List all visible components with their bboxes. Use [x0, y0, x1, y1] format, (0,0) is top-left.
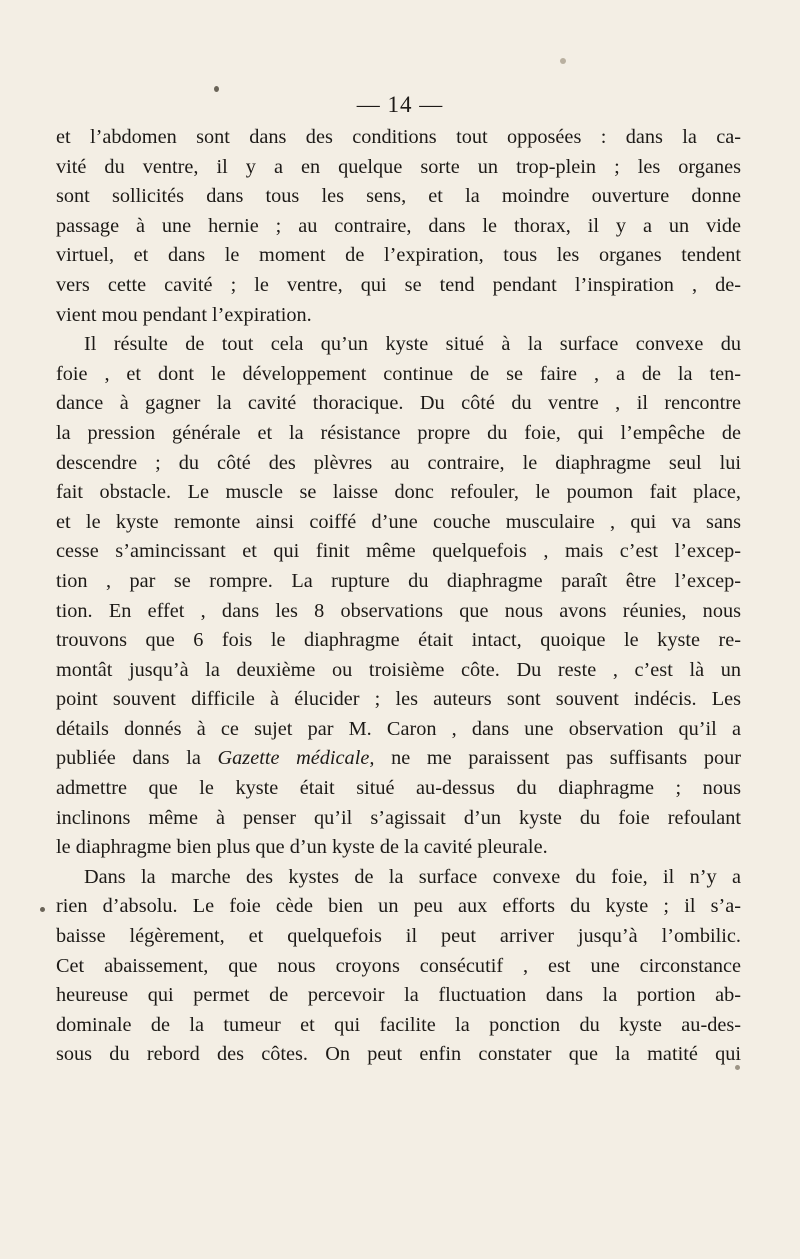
text-line: Dans la marche des kystes de la surface convexe du foie, il n’y a	[84, 865, 741, 888]
text-fragment: publiée dans la	[56, 747, 218, 770]
text-line: et le kyste remonte ainsi coiffé d’une couche musculaire , qui va sans	[56, 510, 741, 533]
text-line: la pression générale et la résistance propre du foie, qui l’empêche de	[56, 421, 741, 444]
paragraph-1	[56, 123, 741, 330]
paragraph-2	[56, 330, 741, 863]
text-line: inclinons même à penser qu’il s’agissait d’un kyste du foie refoulant	[56, 806, 741, 829]
text-line: tion , par se rompre. La rupture du diaphragme paraît être l’excep-	[56, 569, 741, 592]
text-line: fait obstacle. Le muscle se laisse donc refouler, le poumon fait place,	[56, 481, 741, 504]
text-line: cesse s’amincissant et qui finit même quelquefois , mais c’est l’excep-	[56, 540, 741, 563]
text-line: Cet abaissement, que nous croyons consécutif , est une circonstance	[56, 954, 741, 977]
text-line-with-citation	[56, 744, 741, 774]
ink-speck	[214, 86, 219, 92]
ink-speck	[40, 907, 45, 912]
ink-speck	[560, 58, 566, 64]
text-line: point souvent difficile à élucider ; les auteurs sont souvent indécis. Les	[56, 688, 741, 711]
text-line: virtuel, et dans le moment de l’expiration, tous les organes tendent	[56, 244, 741, 267]
text-line: tion. En effet , dans les 8 observations que nous avons réunies, nous	[56, 599, 741, 622]
journal-title: Gazette médicale,	[217, 747, 375, 770]
text-line: sont sollicités dans tous les sens, et la moindre ouverture donne	[56, 185, 741, 208]
paragraph-3	[56, 863, 741, 1070]
text-fragment: ne me paraissent pas suffisants pour	[374, 747, 742, 770]
page-number: — 14 —	[356, 92, 444, 117]
text-line: vers cette cavité ; le ventre, qui se tend pendant l’inspiration , de-	[56, 273, 741, 296]
text-line: et l’abdomen sont dans des conditions tout opposées : dans la ca-	[56, 126, 741, 148]
text-line: le diaphragme bien plus que d’un kyste de la cavité pleurale.	[56, 836, 548, 859]
text-line: heureuse qui permet de percevoir la fluctuation dans la portion ab-	[56, 984, 741, 1007]
text-line: Il résulte de tout cela qu’un kyste situé à la surface convexe du	[84, 333, 741, 356]
text-line: vité du ventre, il y a en quelque sorte un trop-plein ; les organes	[56, 155, 741, 178]
text-line: montât jusqu’à la deuxième ou troisième côte. Du reste , c’est là un	[56, 658, 741, 681]
ink-speck	[735, 1065, 740, 1070]
text-line: vient mou pendant l’expiration.	[56, 303, 312, 326]
text-line: détails donnés à ce sujet par M. Caron , dans une observation qu’il a	[56, 717, 741, 740]
text-line: rien d’absolu. Le foie cède bien un peu aux efforts du kyste ; il s’a-	[56, 895, 741, 918]
text-line: passage à une hernie ; au contraire, dans le thorax, il y a un vide	[56, 214, 741, 237]
text-line: foie , et dont le développement continue de se faire , a de la ten-	[56, 362, 741, 385]
text-line: descendre ; du côté des plèvres au contraire, le diaphragme seul lui	[56, 451, 741, 474]
text-line: trouvons que 6 fois le diaphragme était intact, quoique le kyste re-	[56, 629, 741, 652]
text-line: baisse légèrement, et quelquefois il peut arriver jusqu’à l’ombilic.	[56, 925, 741, 948]
text-line: dominale de la tumeur et qui facilite la ponction du kyste au-des-	[56, 1013, 741, 1036]
body-text	[56, 123, 741, 1070]
text-line: dance à gagner la cavité thoracique. Du côté du ventre , il rencontre	[56, 392, 741, 415]
text-line: admettre que le kyste était situé au-dessus du diaphragme ; nous	[56, 777, 741, 800]
text-line: sous du rebord des côtes. On peut enfin constater que la matité qui	[56, 1043, 741, 1066]
